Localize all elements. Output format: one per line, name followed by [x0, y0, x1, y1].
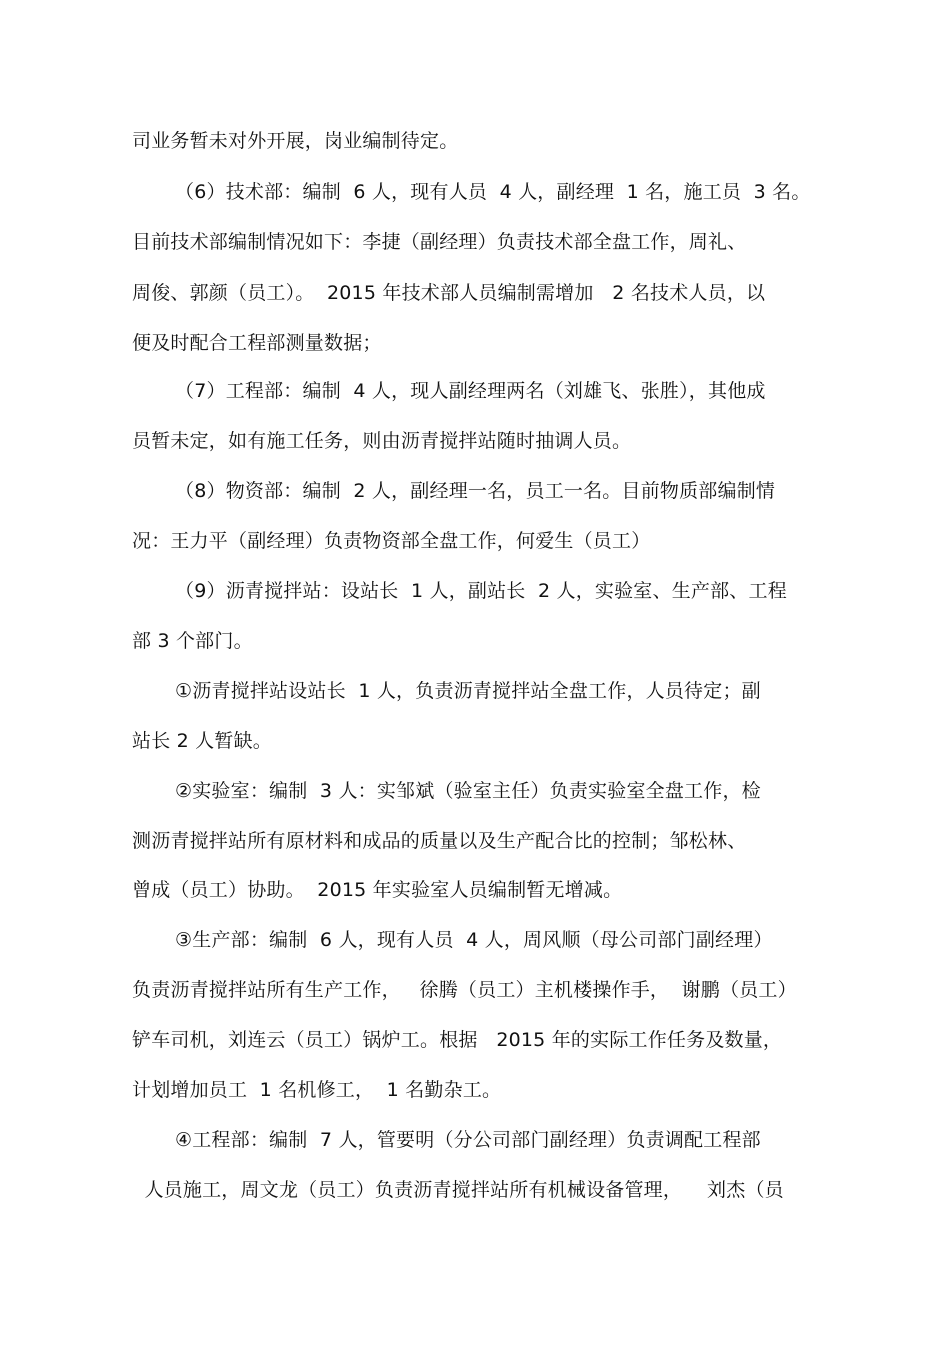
text-line: 周俊、郭颜（员工）。 2015 年技术部人员编制需增加 2 名技术人员，以 [132, 282, 766, 304]
text-line: 况：王力平（副经理）负责物资部全盘工作，何爱生（员工） [132, 530, 651, 552]
text-line: ②实验室：编制 3 人：实邹斌（验室主任）负责实验室全盘工作，检 [175, 780, 761, 802]
text-line: 负责沥青搅拌站所有生产工作， 徐腾（员工）主机楼操作手， 谢鹏（员工） [132, 979, 797, 1001]
text-line: 曾成（员工）协助。 2015 年实验室人员编制暂无增减。 [132, 879, 623, 901]
text-line: ④工程部：编制 7 人，管要明（分公司部门副经理）负责调配工程部 [175, 1129, 761, 1151]
text-line: （8）物资部：编制 2 人，副经理一名，员工一名。目前物质部编制情 [175, 480, 776, 502]
text-line: 铲车司机，刘连云（员工）锅炉工。根据 2015 年的实际工作任务及数量， [132, 1029, 783, 1051]
text-line: 人员施工，周文龙（员工）负责沥青搅拌站所有机械设备管理， 刘杰（员 [132, 1179, 784, 1201]
text-line: 目前技术部编制情况如下：李捷（副经理）负责技术部全盘工作，周礼、 [132, 231, 747, 253]
text-line: ③生产部：编制 6 人，现有人员 4 人，周风顺（母公司部门副经理） [175, 929, 773, 951]
text-line: （7）工程部：编制 4 人，现人副经理两名（刘雄飞、张胜），其他成 [175, 380, 766, 402]
text-line: 司业务暂未对外开展，岗业编制待定。 [132, 130, 459, 152]
text-line: （9）沥青搅拌站：设站长 1 人，副站长 2 人，实验室、生产部、工程 [175, 580, 787, 602]
text-line: （6）技术部：编制 6 人，现有人员 4 人，副经理 1 名，施工员 3 名。 [175, 181, 811, 203]
text-line: ①沥青搅拌站设站长 1 人，负责沥青搅拌站全盘工作，人员待定；副 [175, 680, 761, 702]
text-line: 站长 2 人暂缺。 [132, 730, 272, 752]
text-line: 测沥青搅拌站所有原材料和成品的质量以及生产配合比的控制；邹松林、 [132, 830, 747, 852]
text-line: 员暂未定，如有施工任务，则由沥青搅拌站随时抽调人员。 [132, 430, 632, 452]
text-line: 计划增加员工 1 名机修工， 1 名勤杂工。 [132, 1079, 502, 1101]
text-line: 便及时配合工程部测量数据； [132, 332, 382, 354]
text-line: 部 3 个部门。 [132, 630, 253, 652]
